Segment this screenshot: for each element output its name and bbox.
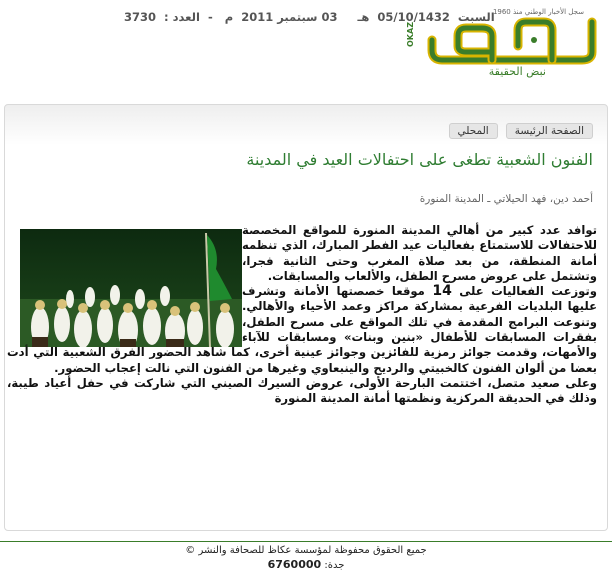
hijri-date: 05/10/1432 (377, 10, 450, 24)
logo-tagline: سجل الأخبار الوطني منذ 1960 (492, 8, 584, 16)
breadcrumb (449, 123, 593, 139)
copyright-text: جميع الحقوق محفوظة لمؤسسة عكاظ للصحافة والنشر © (185, 545, 427, 556)
logo-latin: OKAZ (406, 22, 415, 47)
article-title: الفنون الشعبية تطغى على احتفالات العيد في المدينة (246, 150, 593, 169)
phone-number: 6760000 (267, 558, 322, 571)
phone-label: جدة: (324, 560, 345, 571)
gregorian-date: 03 سبتمبر 2011 (241, 10, 338, 24)
article-byline: أحمد دين، فهد الحيلاتي ـ المدينة المنورة (419, 193, 593, 205)
gregorian-suffix: م (224, 10, 234, 24)
okaz-logo[interactable] (406, 8, 606, 80)
photo-spacer (7, 223, 242, 345)
hijri-suffix: هـ (357, 10, 370, 24)
paragraph-2-start: وتوزعت الفعاليات على (451, 284, 597, 299)
page-header (0, 0, 612, 85)
paragraph-2-rest: موقعا خصصتها الأمانة وتشرف عليها البلديات الفرعية بمشاركة مراكز وعمد الأحياء والأهالي. وتنوعت البرامج المقدمة في تلك المواقع على مسرح الطفل، بفقرات المسابقات للأطفال «بنين وبنات» ومسابقات للآباء والأمهات، وقدمت جوائز رمزية للفائزين وجوائز عينية أخرى، كما شاهد الحضور الفرق الشعبية التي أدت بعضا من ألوان الفنون كالخبيتي والرديح والينبعاوي وغيرها من الفنون التي نالت إعجاب الحضور. (7, 284, 597, 375)
article-body (7, 223, 597, 523)
page-footer (0, 545, 612, 571)
okaz-logo-mark (422, 16, 602, 66)
logo-slogan: نبض الحقيقة (488, 65, 546, 78)
article-card (4, 104, 608, 531)
footer-divider (0, 541, 612, 542)
date-line: السبت 05/10/1432 هـ 03 سبتمبر 2011 م - العدد : 3730 (124, 10, 495, 24)
issue-label: العدد : (164, 10, 200, 24)
issue-number: 3730 (124, 10, 157, 24)
phone-line (0, 558, 612, 571)
breadcrumb-section[interactable]: المحلي (449, 123, 498, 139)
day-name: السبت (457, 10, 495, 24)
sites-count: 14 (432, 283, 452, 300)
breadcrumb-home[interactable]: الصفحة الرئيسة (506, 123, 593, 139)
article-paragraph-1: توافد عدد كبير من أهالي المدينة المنورة للمواقع المخصصة للاحتفالات للاستمتاع بفعاليات عيد الفطر المبارك، الذي تنظمه أمانة المنطقة، من بعد صلاة المغرب وحتى الثانية فجرا، وتشتمل على عروض مسرح الطفل، والألعاب والمسابقات. (242, 223, 597, 283)
article-paragraph-3: وعلى صعيد متصل، اختتمت البارحة الأولى، عروض السيرك الصيني التي شاركت في حفل أعياد طيبة، وذلك في الحديقة المركزية ونظمتها أمانة المدينة المنورة (7, 375, 597, 406)
